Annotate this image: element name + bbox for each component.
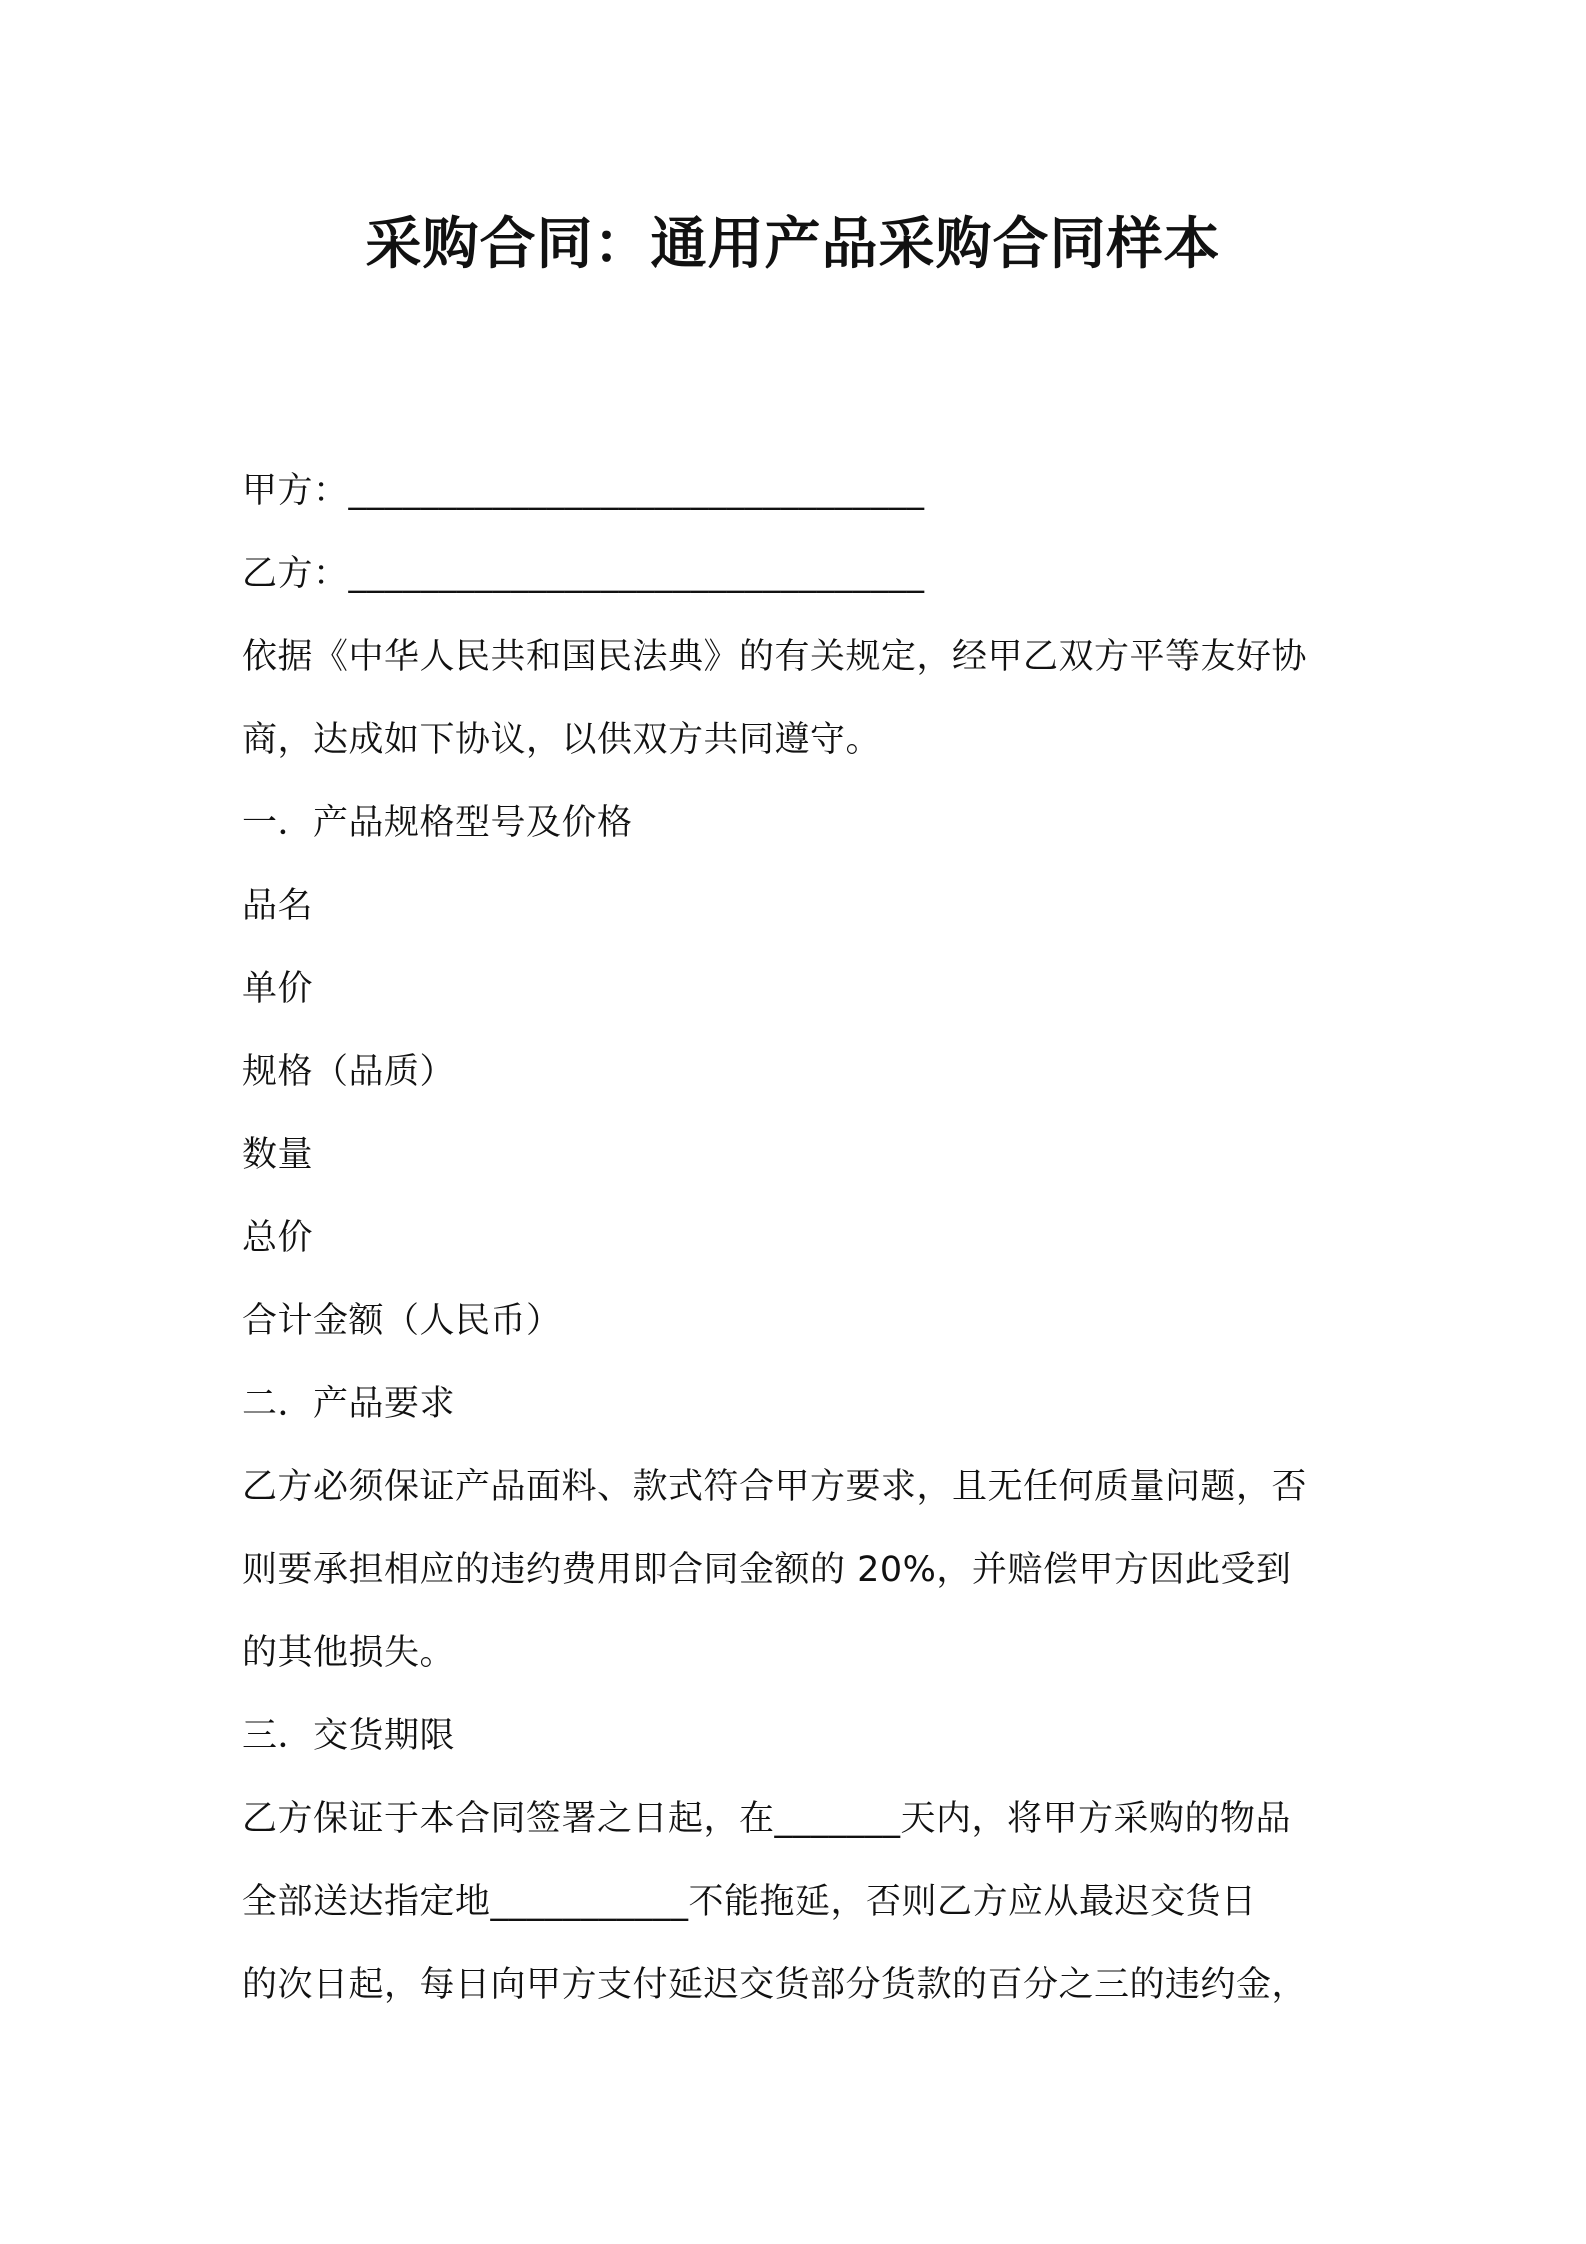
section-3-line-3: 的次日起，每日向甲方支付延迟交货部分货款的百分之三的违约金， bbox=[242, 1965, 1308, 2005]
section-2-line-2: 则要承担相应的违约费用即合同金额的 20%，并赔偿甲方因此受到 bbox=[242, 1550, 1292, 1590]
preamble-line-1: 依据《中华人民共和国民法典》的有关规定，经甲乙双方平等友好协 bbox=[242, 637, 1308, 677]
document-body bbox=[242, 450, 1352, 2027]
preamble-line-2: 商，达成如下协议，以供双方共同遵守。 bbox=[242, 720, 882, 760]
section-3-line-1: 乙方保证于本合同签署之日起，在_______天内，将甲方采购的物品 bbox=[242, 1799, 1292, 1839]
field-unit-price: 单价 bbox=[242, 969, 314, 1009]
field-specification: 规格（品质） bbox=[242, 1052, 456, 1092]
field-product-name: 品名 bbox=[242, 886, 314, 926]
section-3-line-2: 全部送达指定地___________不能拖延，否则乙方应从最迟交货日 bbox=[242, 1882, 1257, 1922]
section-3-heading: 三．交货期限 bbox=[242, 1716, 456, 1756]
party-a-line: 甲方：________________________________ bbox=[242, 471, 925, 511]
party-b-line: 乙方：________________________________ bbox=[242, 554, 925, 594]
section-2-line-1: 乙方必须保证产品面料、款式符合甲方要求，且无任何质量问题，否 bbox=[242, 1467, 1308, 1507]
field-total-amount: 合计金额（人民币） bbox=[242, 1301, 562, 1341]
field-quantity: 数量 bbox=[242, 1135, 314, 1175]
document-title: 采购合同：通用产品采购合同样本 bbox=[365, 212, 1221, 277]
section-2-heading: 二．产品要求 bbox=[242, 1384, 456, 1424]
section-2-line-3: 的其他损失。 bbox=[242, 1633, 456, 1673]
field-total-price: 总价 bbox=[242, 1218, 314, 1258]
section-1-heading: 一．产品规格型号及价格 bbox=[242, 803, 633, 843]
